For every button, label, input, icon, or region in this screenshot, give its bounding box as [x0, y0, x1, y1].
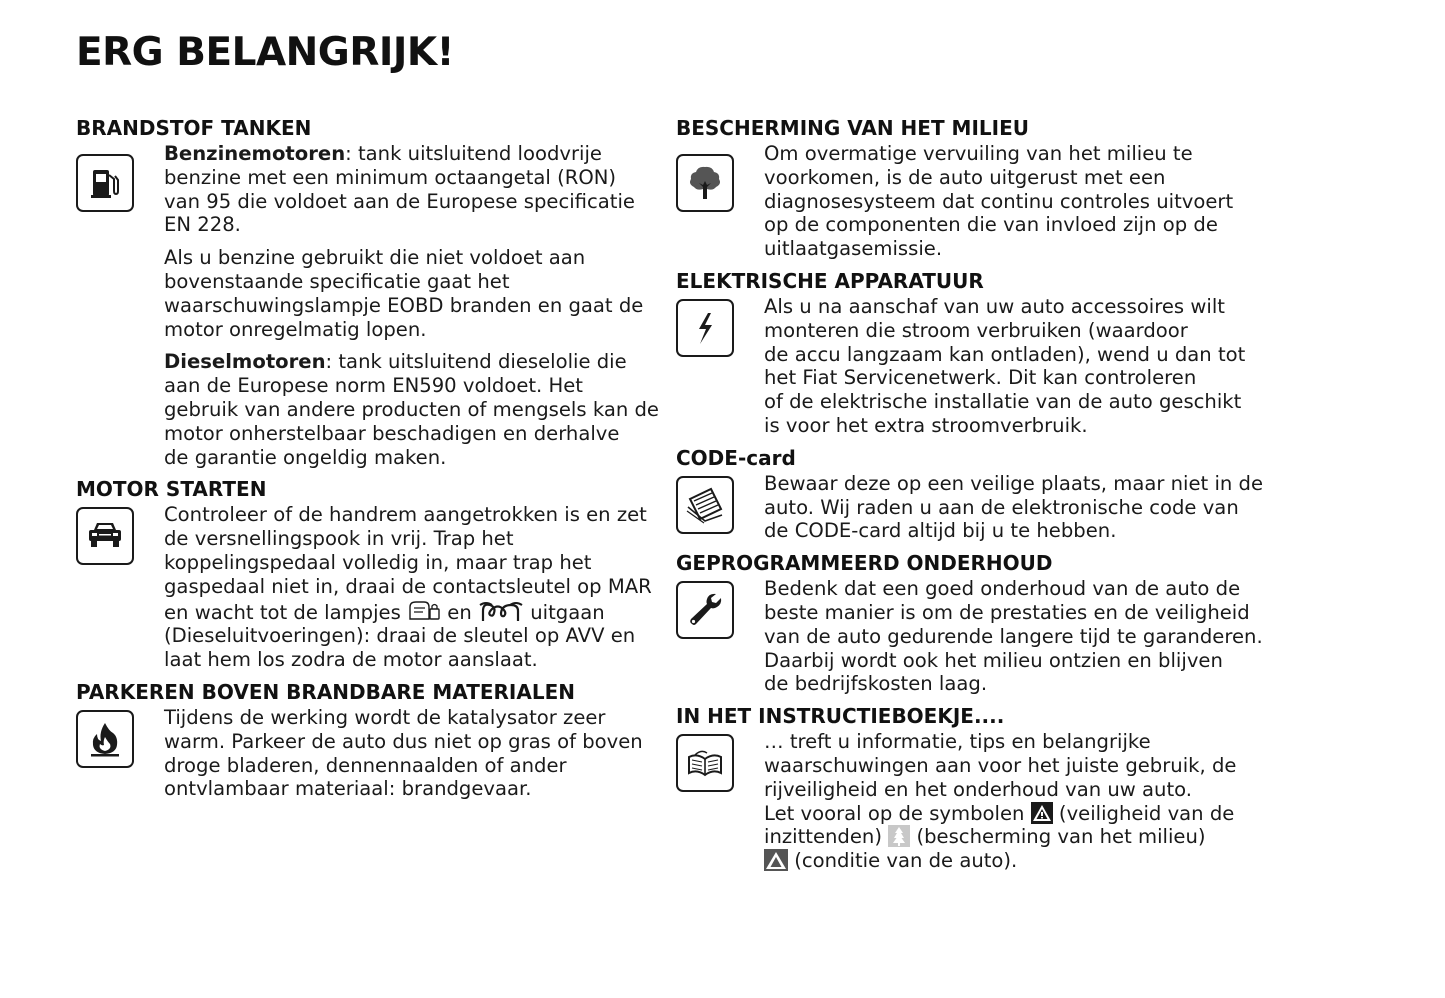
- text-line: rijveiligheid en het onderhoud van uw auto.: [764, 777, 1193, 801]
- text-line: Bedenk dat een goed onderhoud van de auto de: [764, 577, 1241, 601]
- bold-term: Dieselmotoren: [164, 350, 326, 374]
- text-line: de CODE-card altijd bij u te hebben.: [764, 519, 1117, 543]
- section-heading: BESCHERMING VAN HET MILIEU: [676, 116, 1029, 140]
- book-icon: [676, 734, 734, 792]
- section-heading: ELEKTRISCHE APPARATUUR: [676, 268, 984, 293]
- text-line: … treft u informatie, tips en belangrijke: [764, 730, 1151, 754]
- section-heading: CODE-card: [676, 445, 796, 470]
- section-heading: BRANDSTOF TANKEN: [76, 116, 312, 140]
- text-line: op de componenten die van invloed zijn op de: [764, 213, 1218, 237]
- section-heading: IN HET INSTRUCTIEBOEKJE....: [676, 704, 1005, 729]
- text-line: laat hem los zodra de motor aanslaat.: [164, 648, 538, 672]
- text-line: beste manier is om de prestaties en de veiligheid: [764, 600, 1250, 624]
- tree-icon: [676, 154, 734, 212]
- text-line: het Fiat Servicenetwerk. Dit kan controleren: [764, 366, 1197, 390]
- section-code-card: [676, 444, 1264, 543]
- section-elektrisch: [676, 267, 1260, 438]
- text-line: droge bladeren, dennennaalden of ander: [164, 753, 567, 777]
- right-column: [676, 114, 1264, 879]
- section-instructieboekje: [676, 702, 1260, 873]
- fire-icon: [76, 710, 134, 768]
- text-line: monteren die stroom verbruiken (waardoor: [764, 318, 1188, 342]
- text-line: : tank uitsluitend loodvrije: [345, 142, 602, 165]
- section-brandstof-tanken: [76, 114, 659, 469]
- paragraph-code: [764, 471, 1264, 543]
- section-milieu: [676, 114, 1260, 261]
- section-onderhoud: [676, 549, 1263, 696]
- text-line: gaspedaal niet in, draai de contactsleutel op MAR: [164, 574, 652, 598]
- bold-term: Benzinemotoren: [164, 142, 346, 165]
- text-line: (conditie van de auto).: [794, 849, 1018, 873]
- text-line: Als u na aanschaf van uw auto accessoires wilt: [764, 294, 1225, 318]
- text-line: bovenstaande specificatie gaat het: [164, 269, 510, 293]
- text-line: ontvlambaar materiaal: brandgevaar.: [164, 777, 532, 801]
- paragraph-elektrisch: [764, 295, 1260, 438]
- text-line: aan de Europese norm EN590 voldoet. Het: [164, 374, 583, 398]
- text-line: Let vooral op de symbolen: [764, 801, 1025, 825]
- text-line: motor onregelmatig lopen.: [164, 317, 427, 341]
- text-line: (Dieseluitvoeringen): draai de sleutel op AVV en: [164, 624, 636, 648]
- text-line: en wacht tot de lampjes: [164, 600, 401, 624]
- text-line: van 95 die voldoet aan de Europese specificatie: [164, 189, 635, 213]
- paragraph-parkeren: [164, 706, 652, 801]
- text-line: Daarbij wordt ook het milieu ontzien en blijven: [764, 648, 1223, 672]
- section-parkeren: [76, 678, 652, 801]
- paragraph-specificatie: [164, 246, 652, 341]
- text-line: Om overmatige vervuiling van het milieu te: [764, 142, 1193, 165]
- paragraph-benzine: [164, 142, 652, 237]
- lightning-icon: [676, 299, 734, 357]
- text-line: (veiligheid van de: [1058, 801, 1235, 825]
- text-line: koppelingspedaal volledig in, maar trap het: [164, 550, 592, 574]
- text-line: : tank uitsluitend dieselolie die: [325, 350, 627, 374]
- text-line: gebruik van andere producten of mengsels kan de: [164, 397, 659, 421]
- text-line: waarschuwingslampje EOBD branden en gaat de: [164, 293, 644, 317]
- text-line: waarschuwingen aan voor het juiste gebruik, de: [764, 753, 1237, 777]
- text-line: de bedrijfskosten laag.: [764, 672, 988, 696]
- left-column: [76, 114, 659, 807]
- section-heading: MOTOR STARTEN: [76, 477, 267, 502]
- text-line: de versnellingspook in vrij. Trap het: [164, 527, 514, 551]
- text-line: (bescherming van het milieu): [916, 825, 1206, 849]
- code-card-icon: [676, 476, 734, 534]
- text-line: Als u benzine gebruikt die niet voldoet aan: [164, 246, 586, 270]
- text-line: auto. Wij raden u aan de elektronische code van: [764, 495, 1239, 519]
- paragraph-diesel: [164, 350, 659, 469]
- text-line: warm. Parkeer de auto dus niet op gras of boven: [164, 729, 643, 753]
- section-heading: PARKEREN BOVEN BRANDBARE MATERIALEN: [76, 679, 575, 704]
- paragraph-onderhoud: [764, 577, 1263, 696]
- text-line: of de elektrische installatie van de auto geschikt: [764, 390, 1242, 414]
- text-line: motor onherstelbaar beschadigen en derhalve: [164, 421, 620, 445]
- text-line: diagnosesysteem dat continu controles uitvoert: [764, 189, 1234, 213]
- text-line: Bewaar deze op een veilige plaats, maar niet in de: [764, 471, 1264, 495]
- paragraph-boekje: [764, 730, 1260, 873]
- text-line: uitgaan: [530, 600, 605, 624]
- text-line: en: [447, 600, 472, 624]
- paragraph-milieu: [764, 142, 1260, 261]
- paragraph-motor: [164, 503, 652, 672]
- section-motor-starten: [76, 475, 652, 672]
- text-line: voorkomen, is de auto uitgerust met een: [764, 165, 1166, 189]
- text-line: de accu langzaam kan ontladen), wend u dan tot: [764, 342, 1246, 366]
- vehicle-warning-icon: [764, 849, 788, 871]
- text-line: van de auto gedurende langere tijd te garanderen.: [764, 624, 1263, 648]
- text-line: benzine met een minimum octaangetal (RON): [164, 165, 617, 189]
- immobilizer-lamp-icon: [407, 599, 441, 623]
- text-line: inzittenden): [764, 825, 882, 849]
- text-line: uitlaatgasemissie.: [764, 237, 943, 261]
- text-line: Tijdens de werking wordt de katalysator zeer: [164, 705, 606, 729]
- safety-warning-icon: [1031, 802, 1053, 824]
- text-line: is voor het extra stroomverbruik.: [764, 413, 1088, 437]
- text-line: EN 228.: [164, 213, 241, 237]
- glow-plug-icon: [478, 599, 524, 623]
- page-title: ERG BELANGRIJK!: [76, 30, 454, 75]
- environment-warning-icon: [888, 825, 910, 847]
- wrench-icon: [676, 581, 734, 639]
- section-heading: GEPROGRAMMEERD ONDERHOUD: [676, 551, 1053, 576]
- fuel-pump-icon: [76, 154, 134, 212]
- text-line: Controleer of de handrem aangetrokken is en zet: [164, 503, 647, 527]
- text-line: de garantie ongeldig maken.: [164, 445, 447, 469]
- car-icon: [76, 507, 134, 565]
